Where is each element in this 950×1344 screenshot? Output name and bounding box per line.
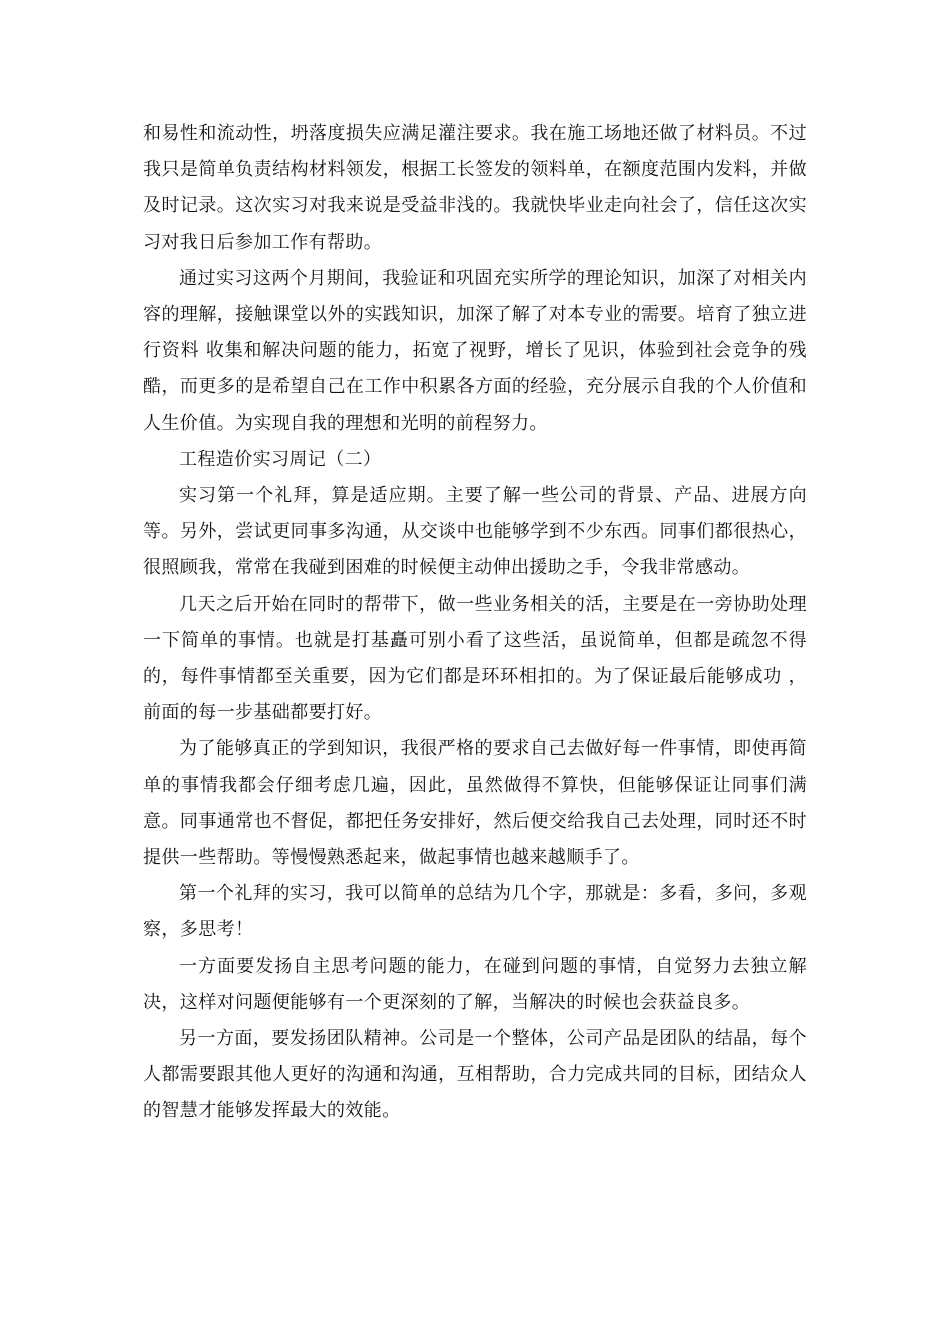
- paragraph-8: 另一方面，要发扬团队精神。公司是一个整体，公司产品是团队的结晶，每个人都需要跟其他人更好的沟通和沟通，互相帮助，合力完成共同的目标，团结众人的智慧才能够发挥最大的效能。: [143, 1028, 807, 1122]
- paragraph-7: 一方面要发扬自主思考问题的能力，在碰到问题的事情，自觉努力去独立解决，这样对问题便能够有一个更深刻的了解，当解决的时候也会获益良多。: [143, 955, 807, 1013]
- paragraph-3: 实习第一个礼拜，算是适应期。主要了解一些公司的背景、产品、进展方向等。另外，尝试更同事多沟通，从交谈中也能够学到不少东西。同事们都很热心，很照顾我，常常在我碰到困难的时候便主动伸出援助之手，令我非常感动。: [143, 485, 807, 579]
- paragraph-2: 通过实习这两个月期间，我验证和巩固充实所学的理论知识，加深了对相关内容的理解，接触课堂以外的实践知识，加深了解了对本专业的需要。培育了独立进行资料 收集和解决问题的能力，拓宽了视野，增长了见识，体验到社会竞争的残酷，而更多的是希望自己在工作中积累各方面的经验，充分展示自我的个人价值和人生价值。为实现自我的理想和光明的前程努力。: [143, 267, 807, 434]
- document-body: [143, 116, 807, 1130]
- paragraph-5: 为了能够真正的学到知识，我很严格的要求自己去做好每一件事情，即使再简单的事情我都会仔细考虑几遍，因此，虽然做得不算快，但能够保证让同事们满意。同事通常也不督促，都把任务安排好，然后便交给我自己去处理，同时还不时提供一些帮助。等慢慢熟悉起来，做起事情也越来越顺手了。: [143, 738, 807, 869]
- section-heading: 工程造价实习周记（二）: [179, 448, 382, 470]
- paragraph-6: 第一个礼拜的实习，我可以简单的总结为几个字，那就是：多看，多问，多观察，多思考！: [143, 883, 807, 941]
- paragraph-1: 和易性和流动性，坍落度损失应满足灌注要求。我在施工场地还做了材料员。不过我只是简单负责结构材料领发，根据工长签发的领料单，在额度范围内发料，并做及时记录。这次实习对我来说是受益非浅的。我就快毕业走向社会了，信任这次实习对我日后参加工作有帮助。: [143, 123, 807, 253]
- paragraph-4: 几天之后开始在同时的帮带下，做一些业务相关的活，主要是在一旁协助处理一下简单的事情。也就是打基矗可别小看了这些活，虽说简单，但都是疏忽不得的，每件事情都至关重要，因为它们都是环环相扣的。为了保证最后能够成功 ，前面的每一步基础都要打好。: [143, 593, 807, 724]
